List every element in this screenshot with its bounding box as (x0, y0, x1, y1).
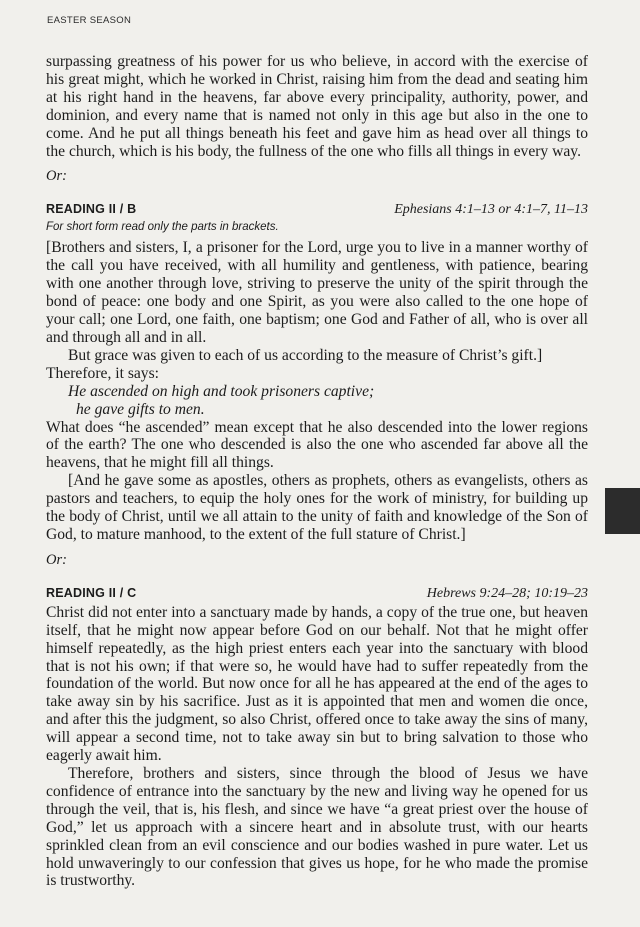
opening-paragraph: surpassing greatness of his power for us who believe, in accord with the exercise of his great might, which he worked in Christ, raising him from the dead and seating him at his right hand in the heavens, far above every principality, authority, power, and dominion, and every name that is named not only in this age but also in the one to come. And he put all things beneath his feet and gave him as head over all things to the church, which is his body, the fullness of the one who fills all things in every way. (46, 53, 588, 160)
reading-b-paragraph: Therefore, it says: (46, 364, 160, 382)
page-content (46, 53, 588, 890)
reading-b-paragraph: [Brothers and sisters, I, a prisoner for the Lord, urge you to live in a manner worthy of the call you have received, with all humility and gentleness, with patience, bearing with one another through love, striving to preserve the unity of the spirit through the bond of peace: one body and one Spirit, as you were also called to the one hope of your call; one Lord, one faith, one baptism; one God and Father of all, who is over all and through all and in all. (46, 239, 588, 346)
or-label: Or: (46, 551, 67, 568)
or-label: Or: (46, 168, 67, 185)
scripture-quote-line: He ascended on high and took prisoners captive; (68, 382, 375, 400)
reading-b-title: READING II / B (46, 202, 137, 217)
reading-c-paragraph: Therefore, brothers and sisters, since through the blood of Jesus we have confidence of entrance into the sanctuary by the new and living way he opened for us through the veil, that is, his flesh, and since we have “a great priest over the house of God,” let us approach with a sincere heart and in absolute trust, with our hearts sprinkled clean from an evil conscience and our bodies washed in pure water. Let us hold unwaveringly to our confession that gives us hope, for he who made the promise is trustworthy. (46, 765, 588, 890)
reading-c-title: READING II / C (46, 585, 137, 600)
reading-b-paragraph: What does “he ascended” mean except that he also descended into the lower regions of the earth? The one who descended is also the one who ascended far above all the heavens, that he might fill all things. (46, 418, 588, 472)
reading-b-paragraph: [And he gave some as apostles, others as prophets, others as evangelists, others as pastors and teachers, to equip the holy ones for the work of ministry, for building up the body of Christ, until we all attain to the unity of faith and knowledge of the Son of God, to mature manhood, to the extent of the full stature of Christ.] (46, 472, 588, 543)
reading-c-paragraph: Christ did not enter into a sanctuary made by hands, a copy of the true one, but heaven itself, that he might now appear before God on our behalf. Not that he might offer himself repeatedly, as the high priest enters each year into the sanctuary with blood that is not his own; if that were so, he would have had to suffer repeatedly from the foundation of the world. But now once for all he has appeared at the end of the ages to take away sin by his sacrifice. Just as it is appointed that men and women die once, and after this the judgment, so also Christ, offered once to take away the sins of many, will appear a second time, not to take away sin but to bring salvation to those who eagerly await him. (46, 603, 588, 765)
reading-c-heading (46, 586, 588, 602)
reading-b-note: For short form read only the parts in brackets. (46, 221, 279, 234)
reading-b-heading (46, 202, 588, 218)
reading-b-citation: Ephesians 4:1–13 or 4:1–7, 11–13 (394, 202, 588, 218)
reading-c-citation: Hebrews 9:24–28; 10:19–23 (426, 585, 588, 601)
scripture-quote-line: he gave gifts to men. (76, 400, 205, 418)
reading-b-paragraph: But grace was given to each of us according to the measure of Christ’s gift.] (68, 346, 543, 364)
section-thumb-tab (605, 488, 640, 534)
running-head: EASTER SEASON (47, 15, 132, 26)
